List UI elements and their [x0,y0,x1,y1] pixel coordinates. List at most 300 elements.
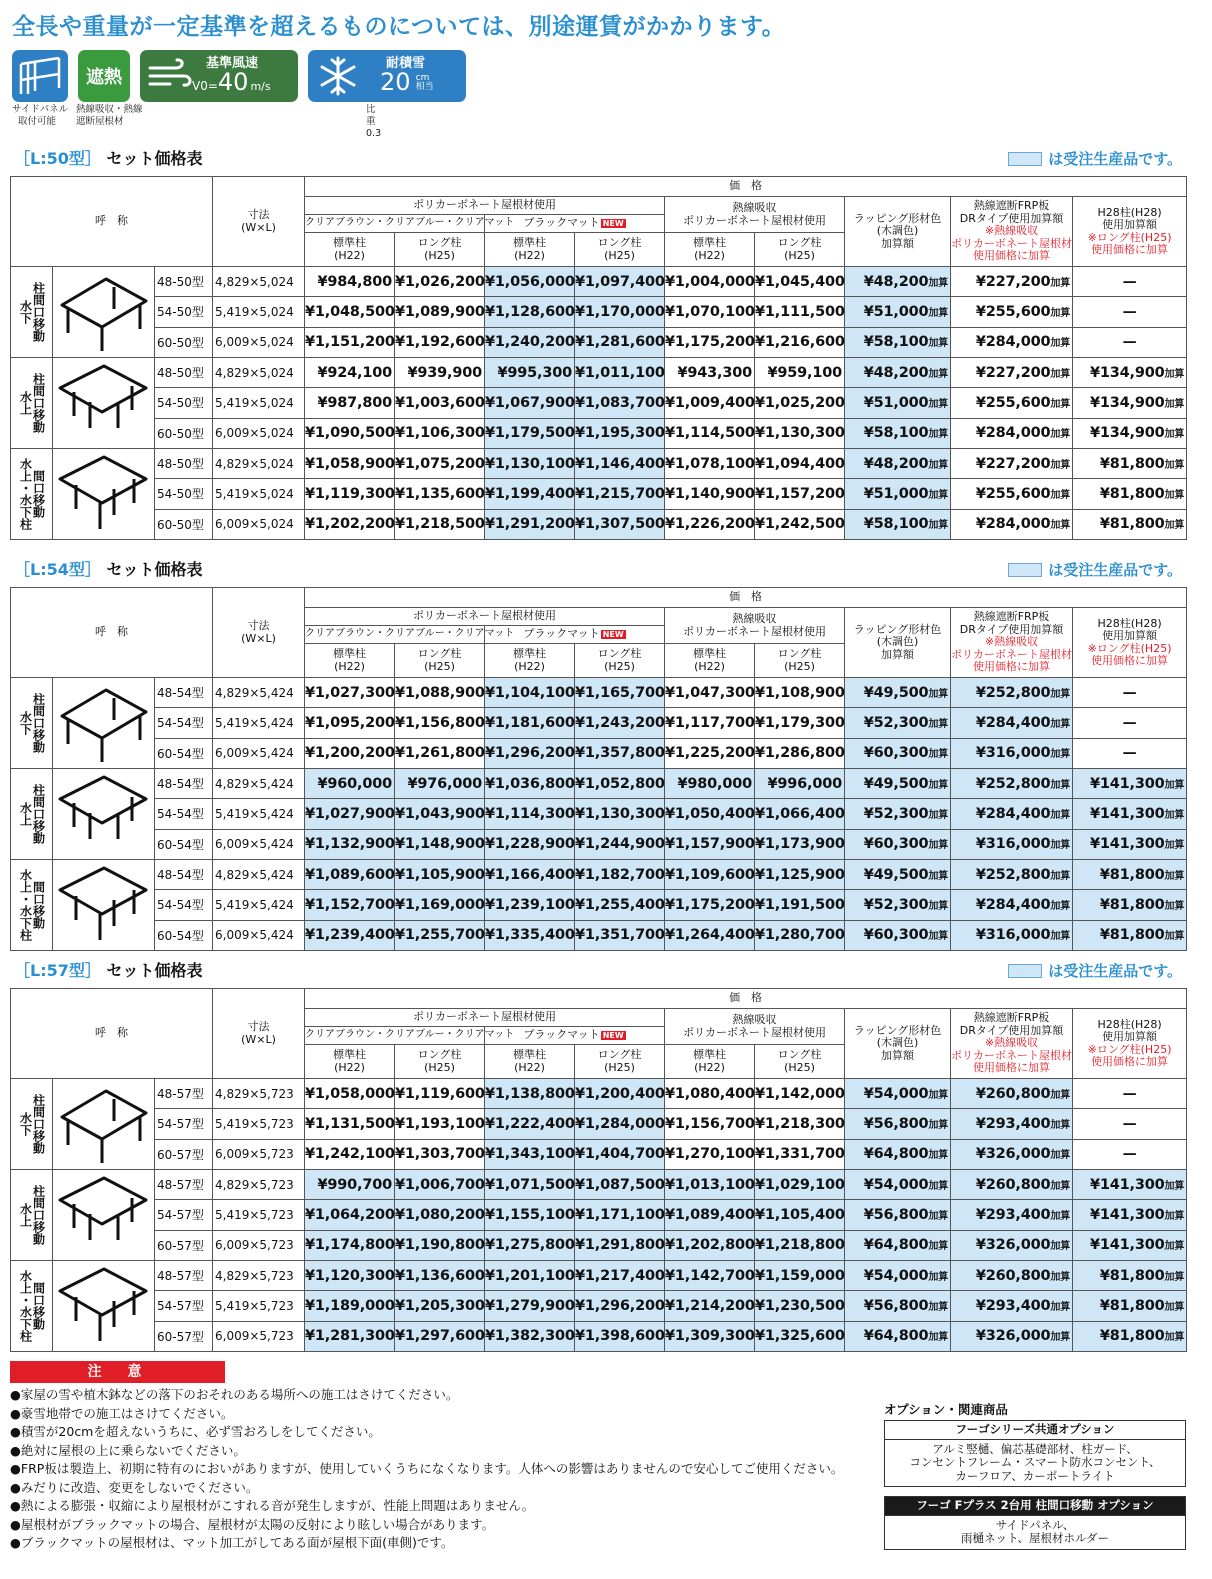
note-item: ●家屋の雪や植木鉢などの落下のおそれのある場所への施工はさけてください。 [10,1387,459,1402]
price-cell: ¥1,142,700 [665,1261,755,1291]
wind-title: 基準風速 [206,56,259,71]
price-cell: ¥1,261,800 [395,738,485,768]
price-cell: ¥1,199,400 [485,479,575,509]
header-heat-poly: 熱線吸収 ポリカーボネート屋根材使用 [665,197,845,233]
frp-add-price: ¥326,000加算 [951,1139,1073,1169]
h28-add-price: ¥141,300加算 [1073,799,1187,829]
h28-add-price: — [1073,1139,1187,1169]
frp-add-price: ¥260,800加算 [951,1079,1073,1109]
frp-add-price: ¥326,000加算 [951,1321,1073,1351]
price-cell: ¥1,114,300 [485,799,575,829]
header-size: 寸法 (W×L) [213,588,305,678]
new-badge: NEW [602,218,624,228]
group-label-text: 水上・水下柱 [18,869,33,941]
model-name: 48-54型 [155,860,213,890]
frp-add-price: ¥284,000加算 [951,418,1073,448]
headline: 全長や重量が一定基準を超えるものについては、別途運賃がかかります。 [12,14,786,40]
model-name: 60-54型 [155,738,213,768]
price-table [10,176,1187,540]
header-frp: 熱線遮断FRP板 DRタイプ使用加算額 ※熱線吸収 ポリカーボネート屋根材 使用価格に加算 [951,1009,1073,1079]
price-cell: ¥1,132,900 [305,829,395,859]
price-cell: ¥990,700 [305,1170,395,1200]
wrapping-add-price: ¥64,800加算 [845,1139,951,1169]
frp-add-price: ¥326,000加算 [951,1230,1073,1260]
wrapping-add-price: ¥54,000加算 [845,1170,951,1200]
price-cell: ¥1,255,700 [395,920,485,950]
heat-caption: 熱線吸収・熱線 遮断屋根材 [76,104,143,127]
wind-unit: m/s [250,80,271,93]
note-item: ●ブラックマットの屋根材は、マット加工がしてある面が屋根下面(車側)です。 [10,1535,454,1550]
price-cell: ¥1,104,100 [485,678,575,708]
price-cell: ¥1,192,600 [395,327,485,357]
price-cell: ¥1,218,500 [395,509,485,539]
frp-add-price: ¥316,000加算 [951,920,1073,950]
header-price: 価 格 [305,588,1187,608]
h28-add-price: ¥134,900加算 [1073,418,1187,448]
price-cell: ¥1,152,700 [305,890,395,920]
wrapping-add-price: ¥58,100加算 [845,509,951,539]
snow-value: 20 [380,68,411,96]
group-label-text: 柱間口移動 [31,784,46,844]
price-cell: ¥1,136,600 [395,1261,485,1291]
price-cell: ¥1,119,600 [395,1079,485,1109]
group-label [11,1261,53,1352]
header-frp: 熱線遮断FRP板 DRタイプ使用加算額 ※熱線吸収 ポリカーボネート屋根材 使用価格に加算 [951,608,1073,678]
group-label [11,449,53,540]
wrapping-add-price: ¥58,100加算 [845,327,951,357]
price-cell: ¥1,089,400 [665,1200,755,1230]
h28-add-price: ¥81,800加算 [1073,890,1187,920]
header-h28: H28柱(H28) 使用加算額 ※ロング柱(H25) 使用価格に加算 [1073,608,1187,678]
wrapping-add-price: ¥58,100加算 [845,418,951,448]
table-row [11,1079,1187,1109]
group-label [11,1170,53,1261]
price-cell: ¥1,089,600 [305,860,395,890]
price-cell: ¥1,357,800 [575,738,665,768]
price-cell: ¥1,175,200 [665,890,755,920]
section-title [14,958,202,981]
price-cell: ¥1,281,600 [575,327,665,357]
price-cell: ¥1,004,000 [665,267,755,297]
h28-add-price: ¥134,900加算 [1073,388,1187,418]
price-cell: ¥1,296,200 [575,1291,665,1321]
note-item: ●FRP板は製造上、初期に特有のにおいがありますが、使用していくうちになくなります。人体への影響はありませんので安心してご使用ください。 [10,1461,844,1476]
price-cell: ¥1,156,700 [665,1109,755,1139]
size-value: 4,829×5,024 [213,358,305,388]
h28-add-price: ¥141,300加算 [1073,769,1187,799]
frp-add-price: ¥284,400加算 [951,708,1073,738]
price-cell: ¥1,182,700 [575,860,665,890]
h28-add-price: ¥81,800加算 [1073,860,1187,890]
model-name: 48-50型 [155,267,213,297]
price-cell: ¥1,239,400 [305,920,395,950]
price-cell: ¥1,189,000 [305,1291,395,1321]
price-cell: ¥1,056,000 [485,267,575,297]
section-tag: ［L:57型］ [14,961,101,980]
header-std-post: 標準柱 (H22) [305,1045,395,1079]
price-cell: ¥1,105,400 [755,1200,845,1230]
price-cell: ¥1,226,200 [665,509,755,539]
section-tag: ［L:54型］ [14,560,101,579]
model-name: 60-54型 [155,920,213,950]
header-size: 寸法 (W×L) [213,177,305,267]
carport-illustration [53,769,155,860]
group-label-text: 間口移動 [31,881,46,929]
group-label [11,860,53,951]
model-name: 48-54型 [155,769,213,799]
header-wrapping: ラッピング形材色 (木調色) 加算額 [845,1009,951,1079]
price-cell: ¥1,181,600 [485,708,575,738]
header-name: 呼 称 [11,989,213,1079]
price-cell: ¥1,090,500 [305,418,395,448]
wrapping-add-price: ¥52,300加算 [845,799,951,829]
header-std-post: 標準柱 (H22) [485,1045,575,1079]
size-value: 6,009×5,024 [213,509,305,539]
price-cell: ¥1,029,100 [755,1170,845,1200]
price-cell: ¥1,052,800 [575,769,665,799]
carport-icon [54,358,154,444]
price-cell: ¥1,045,400 [755,267,845,297]
table-row [11,327,1187,357]
wrapping-add-price: ¥48,200加算 [845,267,951,297]
header-long-post: ロング柱 (H25) [755,1045,845,1079]
price-cell: ¥1,094,400 [755,449,845,479]
header-poly: ポリカーボネート屋根材使用 [305,608,665,626]
wrapping-add-price: ¥60,300加算 [845,738,951,768]
model-name: 48-57型 [155,1079,213,1109]
model-name: 54-54型 [155,799,213,829]
group-label-text: 柱間口移動 [31,1185,46,1245]
header-std-post: 標準柱 (H22) [665,233,755,267]
wrapping-add-price: ¥51,000加算 [845,388,951,418]
group-label-text: 柱間口移動 [31,373,46,433]
carport-icon [54,678,154,764]
size-value: 4,829×5,424 [213,769,305,799]
price-cell: ¥1,343,100 [485,1139,575,1169]
h28-add-price: ¥141,300加算 [1073,829,1187,859]
header-std-post: 標準柱 (H22) [305,233,395,267]
price-cell: ¥1,275,800 [485,1230,575,1260]
wrapping-add-price: ¥64,800加算 [845,1230,951,1260]
price-cell: ¥1,130,300 [575,799,665,829]
price-cell: ¥1,200,200 [305,738,395,768]
size-value: 6,009×5,424 [213,829,305,859]
price-cell: ¥1,165,700 [575,678,665,708]
h28-add-price: — [1073,738,1187,768]
price-cell: ¥1,106,300 [395,418,485,448]
h28-add-price: ¥81,800加算 [1073,449,1187,479]
carport-icon [54,1079,154,1165]
price-cell: ¥1,048,500 [305,297,395,327]
header-wrapping: ラッピング形材色 (木調色) 加算額 [845,608,951,678]
price-cell: ¥1,131,500 [305,1109,395,1139]
header-std-post: 標準柱 (H22) [485,233,575,267]
group-label [11,358,53,449]
price-cell: ¥1,382,300 [485,1321,575,1351]
header-std-post: 標準柱 (H22) [665,644,755,678]
price-cell: ¥1,216,600 [755,327,845,357]
price-cell: ¥1,170,000 [575,297,665,327]
model-name: 54-54型 [155,890,213,920]
section-name: セット価格表 [106,961,203,980]
model-name: 48-50型 [155,449,213,479]
model-name: 48-54型 [155,678,213,708]
wind-prefix: V0= [192,79,218,93]
price-cell: ¥1,095,200 [305,708,395,738]
price-table [10,587,1187,951]
price-cell: ¥959,100 [755,358,845,388]
price-cell: ¥1,243,200 [575,708,665,738]
table-row [11,1291,1187,1321]
header-price: 価 格 [305,177,1187,197]
table-row [11,1170,1187,1200]
price-cell: ¥1,200,400 [575,1079,665,1109]
price-cell: ¥1,179,500 [485,418,575,448]
price-cell: ¥1,218,300 [755,1109,845,1139]
note-item: ●絶対に屋根の上に乗らないでください。 [10,1442,246,1458]
model-name: 54-50型 [155,388,213,418]
header-poly: ポリカーボネート屋根材使用 [305,197,665,215]
h28-add-price: ¥81,800加算 [1073,1261,1187,1291]
size-value: 6,009×5,723 [213,1230,305,1260]
price-cell: ¥1,080,200 [395,1200,485,1230]
table-row [11,920,1187,950]
order-made-legend [1008,559,1182,580]
carport-icon [54,1261,154,1347]
price-cell: ¥1,291,800 [575,1230,665,1260]
price-cell: ¥1,191,500 [755,890,845,920]
wrapping-add-price: ¥64,800加算 [845,1321,951,1351]
price-cell: ¥1,280,700 [755,920,845,950]
size-value: 5,419×5,024 [213,479,305,509]
option-line: コンセントフレーム・スマート防水コンセント、 [909,1455,1161,1469]
price-cell: ¥1,138,800 [485,1079,575,1109]
wrapping-add-price: ¥56,800加算 [845,1291,951,1321]
note-item: ●積雪が20cmを超えないうちに、必ず雪おろしをしてください。 [10,1424,381,1439]
price-cell: ¥1,222,400 [485,1109,575,1139]
table-row [11,509,1187,539]
h28-add-price: — [1073,1079,1187,1109]
option-line: サイドパネル、 [995,1517,1075,1532]
frp-add-price: ¥255,600加算 [951,388,1073,418]
header-clear: クリアブラウン・クリアブルー・クリアマット [305,626,485,644]
header-std-post: 標準柱 (H22) [665,1045,755,1079]
common-options-head: フーゴシリーズ共通オプション [885,1421,1185,1440]
table-row [11,738,1187,768]
price-cell: ¥1,013,100 [665,1170,755,1200]
wrapping-add-price: ¥49,500加算 [845,769,951,799]
note-item: ●みだりに改造、変更をしないでください。 [10,1479,259,1495]
new-badge: NEW [602,629,624,639]
price-cell: ¥1,398,600 [575,1321,665,1351]
h28-add-price: ¥81,800加算 [1073,479,1187,509]
carport-illustration [53,267,155,358]
price-cell: ¥1,195,300 [575,418,665,448]
price-cell: ¥996,000 [755,769,845,799]
carport-illustration [53,1170,155,1261]
header-black-matte: ブラックマット NEW [485,215,665,233]
table-row [11,388,1187,418]
side-panel-badge [12,50,68,102]
price-cell: ¥1,058,000 [305,1079,395,1109]
wrapping-add-price: ¥56,800加算 [845,1109,951,1139]
price-cell: ¥1,190,800 [395,1230,485,1260]
model-name: 60-50型 [155,418,213,448]
header-long-post: ロング柱 (H25) [575,644,665,678]
h28-add-price: ¥134,900加算 [1073,358,1187,388]
price-cell: ¥1,239,100 [485,890,575,920]
h28-add-price: ¥141,300加算 [1073,1200,1187,1230]
group-label-text: 間口移動 [31,1282,46,1330]
price-cell: ¥1,027,300 [305,678,395,708]
price-cell: ¥1,006,700 [395,1170,485,1200]
price-cell: ¥1,089,900 [395,297,485,327]
snow-badge [308,50,466,102]
price-cell: ¥1,175,200 [665,327,755,357]
price-cell: ¥1,155,100 [485,1200,575,1230]
heat-badge: 遮熱 [78,50,130,102]
wrapping-add-price: ¥52,300加算 [845,890,951,920]
model-name: 60-57型 [155,1139,213,1169]
price-cell: ¥1,157,900 [665,829,755,859]
size-value: 4,829×5,723 [213,1170,305,1200]
section-title [14,146,202,169]
group-label-text: 間口移動 [31,470,46,518]
price-cell: ¥1,296,200 [485,738,575,768]
model-name: 54-50型 [155,479,213,509]
snow-caption: 比重0.3 [366,104,382,139]
side-panel-caption: サイドパネル 取付可能 [12,104,69,127]
price-cell: ¥1,119,300 [305,479,395,509]
price-cell: ¥1,281,300 [305,1321,395,1351]
legend-text: は受注生産品です。 [1048,150,1182,168]
price-cell: ¥943,300 [665,358,755,388]
price-cell: ¥1,078,100 [665,449,755,479]
price-cell: ¥1,036,800 [485,769,575,799]
header-h28: H28柱(H28) 使用加算額 ※ロング柱(H25) 使用価格に加算 [1073,197,1187,267]
size-value: 4,829×5,723 [213,1079,305,1109]
price-cell: ¥1,202,800 [665,1230,755,1260]
header-std-post: 標準柱 (H22) [485,644,575,678]
group-label-text: 水上 [18,391,33,415]
h28-add-price: — [1073,327,1187,357]
header-long-post: ロング柱 (H25) [575,1045,665,1079]
header-frp: 熱線遮断FRP板 DRタイプ使用加算額 ※熱線吸収 ポリカーボネート屋根材 使用価格に加算 [951,197,1073,267]
price-cell: ¥1,128,600 [485,297,575,327]
size-value: 6,009×5,424 [213,920,305,950]
price-cell: ¥1,130,100 [485,449,575,479]
frp-add-price: ¥260,800加算 [951,1261,1073,1291]
frp-add-price: ¥284,000加算 [951,509,1073,539]
frp-add-price: ¥293,400加算 [951,1109,1073,1139]
size-value: 5,419×5,024 [213,388,305,418]
price-cell: ¥1,027,900 [305,799,395,829]
frp-add-price: ¥227,200加算 [951,267,1073,297]
snow-unit: cm [415,73,430,83]
frp-add-price: ¥284,000加算 [951,327,1073,357]
h28-add-price: ¥81,800加算 [1073,1321,1187,1351]
order-made-legend [1008,148,1182,169]
price-cell: ¥1,179,300 [755,708,845,738]
wrapping-add-price: ¥49,500加算 [845,678,951,708]
price-cell: ¥1,169,000 [395,890,485,920]
price-cell: ¥1,070,100 [665,297,755,327]
header-clear: クリアブラウン・クリアブルー・クリアマット [305,215,485,233]
option-line: アルミ竪樋、偏芯基礎部材、柱ガード、 [932,1441,1138,1456]
model-name: 60-50型 [155,327,213,357]
wrapping-add-price: ¥54,000加算 [845,1261,951,1291]
size-value: 4,829×5,424 [213,678,305,708]
price-cell: ¥1,270,100 [665,1139,755,1169]
frp-add-price: ¥316,000加算 [951,829,1073,859]
legend-swatch [1008,152,1042,166]
common-options-box [884,1420,1186,1487]
wrapping-add-price: ¥51,000加算 [845,479,951,509]
size-value: 6,009×5,024 [213,418,305,448]
price-cell: ¥1,140,900 [665,479,755,509]
header-std-post: 標準柱 (H22) [305,644,395,678]
group-label-text: 水上・水下柱 [18,1270,33,1342]
group-label [11,769,53,860]
price-cell: ¥980,000 [665,769,755,799]
group-label-text: 柱間口移動 [31,1094,46,1154]
header-long-post: ロング柱 (H25) [575,233,665,267]
header-wrapping: ラッピング形材色 (木調色) 加算額 [845,197,951,267]
h28-add-price: ¥141,300加算 [1073,1230,1187,1260]
price-cell: ¥1,146,400 [575,449,665,479]
frp-add-price: ¥255,600加算 [951,479,1073,509]
group-label [11,267,53,358]
h28-add-price: ¥81,800加算 [1073,920,1187,950]
fplus-options-head: フーゴ Fプラス 2台用 柱間口移動 オプション [885,1497,1185,1516]
price-cell: ¥1,047,300 [665,678,755,708]
price-cell: ¥1,201,100 [485,1261,575,1291]
price-cell: ¥1,214,200 [665,1291,755,1321]
h28-add-price: ¥81,800加算 [1073,1291,1187,1321]
table-row [11,418,1187,448]
price-cell: ¥1,156,800 [395,708,485,738]
price-cell: ¥1,043,900 [395,799,485,829]
new-badge: NEW [602,1030,624,1040]
model-name: 60-50型 [155,509,213,539]
table-row [11,1261,1187,1291]
price-cell: ¥1,026,200 [395,267,485,297]
wrapping-add-price: ¥54,000加算 [845,1079,951,1109]
table-row [11,1321,1187,1351]
size-value: 4,829×5,424 [213,860,305,890]
price-cell: ¥1,135,600 [395,479,485,509]
price-cell: ¥924,100 [305,358,395,388]
h28-add-price: — [1073,1109,1187,1139]
wrapping-add-price: ¥60,300加算 [845,829,951,859]
price-cell: ¥1,307,500 [575,509,665,539]
size-value: 6,009×5,723 [213,1139,305,1169]
price-cell: ¥1,159,000 [755,1261,845,1291]
price-cell: ¥1,117,700 [665,708,755,738]
header-size: 寸法 (W×L) [213,989,305,1079]
size-value: 5,419×5,424 [213,890,305,920]
header-name: 呼 称 [11,177,213,267]
price-cell: ¥1,083,700 [575,388,665,418]
wrapping-add-price: ¥51,000加算 [845,297,951,327]
price-cell: ¥1,331,700 [755,1139,845,1169]
price-cell: ¥1,075,200 [395,449,485,479]
options-title: オプション・関連商品 [884,1402,1008,1417]
model-name: 48-57型 [155,1170,213,1200]
h28-add-price: — [1073,297,1187,327]
price-cell: ¥1,080,400 [665,1079,755,1109]
price-cell: ¥1,148,900 [395,829,485,859]
